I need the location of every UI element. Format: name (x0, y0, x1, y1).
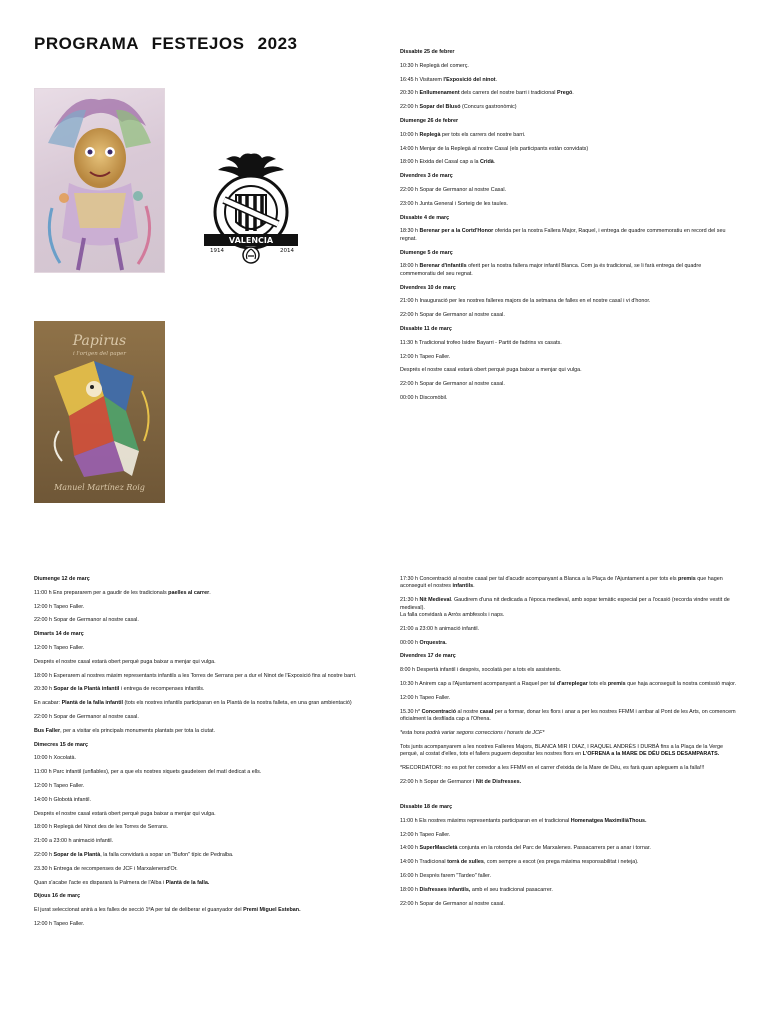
text-run: 14:00 h Menjar de la Replegà al nostre Casal (els participants estàn convidats) (400, 145, 589, 152)
schedule-item (400, 873, 738, 880)
text-run: 17:30 h Concentració al nostre casal per tal d'acudir acompanyant a Blanca a la Plaça de l'Ajuntament a per tots els (400, 576, 679, 582)
text-run: que hagen aconseguit el nostres (400, 576, 723, 590)
text-run: amb el seu tradicional pasacarrer. (470, 886, 553, 893)
text-run: 12:00 h Tapeo Faller. (34, 782, 85, 789)
schedule-item (34, 755, 372, 762)
day-heading: Divendres 17 de març (400, 653, 456, 660)
text-run: , la falla convidarà a sopar un "Bufon" típic de Pedralba. (100, 851, 234, 858)
text-run: 21:00 a 23:00 h animació infantil. (34, 838, 114, 845)
schedule-item (400, 381, 738, 388)
schedule-item (34, 659, 372, 666)
text-run: Quan s'acabe l'acte es dispararà la Palmera de l'Alba i (34, 879, 166, 886)
text-run: que haja aconseguit la nostra comissió major. (625, 681, 737, 687)
day-heading: Divendres 10 de març (400, 284, 456, 291)
highlight-text: Pregó (557, 90, 573, 97)
schedule-note (400, 730, 738, 737)
schedule-item (400, 681, 738, 688)
schedule-item (400, 576, 738, 591)
schedule-item (400, 201, 738, 208)
day-heading: Dissabte 4 de març (400, 214, 450, 221)
day-heading: Dimecres 15 de març (34, 741, 88, 748)
highlight-text: premis (607, 681, 626, 687)
text-run: . (495, 76, 498, 83)
book-author: Manuel Martínez Roig (54, 483, 145, 492)
schedule-item (400, 354, 738, 361)
text-run: 23:00 h Junta General i Sorteig de les taules. (400, 200, 508, 207)
schedule-item (400, 228, 738, 243)
schedule-item (400, 640, 738, 647)
schedule-item (400, 626, 738, 633)
text-run: conjunta en la rotonda del Parc de Marxalenes. Passacarrers per a anar i tornar. (457, 845, 651, 852)
schedule-item (400, 187, 738, 194)
highlight-text: Cridà (480, 159, 494, 166)
text-run: 22:00 h Sopar de Germanor al nostre casal. (400, 900, 505, 907)
schedule-item (34, 852, 372, 859)
highlight-text: Sopar del Blusó (419, 104, 461, 111)
schedule-item (34, 714, 372, 721)
schedule-item (400, 887, 738, 894)
text-run: . (572, 90, 574, 97)
text-run: Després el nostre casal estarà obert perquè puga baixar a menjar qui vulga. (400, 367, 582, 374)
schedule-item (400, 159, 738, 166)
schedule-item (34, 880, 372, 887)
text-run: *RECORDATORI: no es pot fer corredor a les FFMM en el carrer d'eixida de la Mare de Déu, es farà quan apleguem a la falla!!! (400, 764, 705, 771)
highlight-text: SuperMascletà (419, 845, 458, 852)
text-run: 20:30 h (400, 90, 420, 97)
book-title: Papirus (72, 333, 127, 349)
highlight-text: Orquestra. (419, 639, 447, 646)
text-run: 11:00 h Parc infantil (unflables), per a que els nostres xiquets gaudeixen del matí dedicat a ells. (34, 769, 262, 776)
text-run: 11:30 h Tradicional trofeo Isidre Bayarri - Partit de fadrins vs casats. (400, 339, 562, 346)
highlight-text: Plantà de la falla infantil (61, 700, 123, 707)
highlight-text: casal (479, 708, 494, 715)
schedule-item (400, 298, 738, 305)
schedule-item (34, 811, 372, 818)
bat-shield-icon (196, 150, 306, 265)
book-cover-poster (34, 321, 165, 503)
text-run: 16:45 h Visitarem (400, 76, 444, 83)
highlight-text: Homenatgea MaximiliàThous. (570, 817, 647, 824)
text-run: 18:00 h Esperarem al nostres màxim representants infantils a les Torres de Serrans per a dur el Ninot de l'Exposició fins al nostre barri. (34, 672, 357, 679)
text-run: En acabar: (34, 700, 62, 707)
text-run: 22:00 h Sopar de Germanor al nostre Casal. (400, 186, 507, 193)
highlight-text: Disfresses infantils, (419, 886, 471, 893)
schedule-item (34, 590, 372, 597)
text-run: 12:00 h Tapeo Faller. (400, 831, 451, 838)
text-run: 22:00 h Sopar de Germanor al nostre casal. (34, 713, 139, 720)
schedule-item (400, 779, 738, 786)
highlight-text: Berenar per a la Cortd'Honor (419, 228, 494, 235)
schedule-item (400, 859, 738, 866)
schedule-item (34, 797, 372, 804)
schedule-item (400, 146, 738, 153)
text-run: 16:00 h Després farem "Tardeo" faller. (400, 872, 492, 879)
text-run: 22:00 h h Sopar de Germanor i (400, 778, 476, 785)
schedule-column-bottom-left (34, 576, 372, 935)
text-run: 12:00 h Tapeo Faller. (34, 603, 85, 610)
schedule-item (400, 901, 738, 908)
day-heading: Diumenge 12 de març (34, 576, 90, 582)
highlight-text: Sopar de la Plantà (53, 851, 101, 858)
text-run: (Concurs gastronòmic) (460, 104, 517, 111)
text-run: 14:00 h (400, 845, 420, 852)
highlight-text: Sopar de la Plantà infantil (53, 686, 120, 693)
text-run: . (493, 159, 496, 166)
schedule-column-top-right (400, 49, 738, 409)
schedule-item (34, 700, 372, 707)
schedule-item (400, 695, 738, 702)
schedule-item (400, 832, 738, 839)
highlight-text: Berenar d'infantils (419, 263, 467, 270)
text-run: 21:30 h (400, 597, 420, 604)
schedule-column-bottom-right (400, 576, 738, 914)
day-heading: Dimarts 14 de març (34, 631, 84, 638)
schedule-item (34, 645, 372, 652)
text-run: 10:00 h (400, 131, 420, 138)
day-heading: Dijous 16 de març (34, 893, 81, 900)
text-run: , com sempre a escot (es prega màxima responsabilitat i neteja). (483, 859, 639, 866)
highlight-text: Replegà (419, 131, 441, 138)
text-run: . (473, 583, 475, 590)
schedule-item (400, 845, 738, 852)
text-run: 22:00 h Sopar de Germanor al nostre casal. (400, 312, 505, 319)
text-run: 12:00 h Tapeo Faller. (34, 920, 85, 927)
text-run: 18:00 h (400, 886, 420, 893)
text-run: Després el nostre casal estarà obert perquè puga baixar a menjar qui vulga. (34, 810, 216, 817)
highlight-text: d'arreplegar (556, 681, 588, 687)
page-title: PROGRAMA FESTEJOS 2023 (34, 34, 298, 53)
schedule-item (400, 744, 738, 759)
text-run: 12:00 h Tapeo Faller. (34, 644, 85, 651)
text-run: Tots junts acompanyarem a les nostres Falleres Majors, BLANCA MIR I DIAZ, I RAQUEL ANDRÉS I DURBÀ fins a la Plaça de la Verge perquè, al costat d'elles, tots el fallers puguem depositar les nostres flors en (400, 743, 724, 757)
schedule-item (34, 769, 372, 776)
text-run: 15.30 h* (400, 708, 422, 715)
schedule-item (400, 340, 738, 347)
text-run: 18:00 h Replegà del Ninot des de les Torres de Serrans. (34, 824, 169, 831)
schedule-item (400, 818, 738, 825)
highlight-text: infantils (452, 583, 474, 590)
schedule-item (400, 709, 738, 724)
highlight-text: L'OFRENA a la MARE DE DÉU DELS DESAMPARATS. (582, 751, 720, 757)
schedule-item (34, 907, 372, 914)
text-run: *esta hora podrà variar segons correccions i horaris de JCF* (400, 729, 545, 736)
logo-city: VALENCIA (228, 236, 274, 245)
day-heading: Diumenge 5 de març (400, 249, 453, 256)
text-run: . (209, 589, 211, 596)
highlight-text: Plantà de la falla. (165, 879, 210, 886)
text-run: La falla convidarà a Arròs ambfesols i naps. (400, 612, 505, 619)
highlight-text: Concentració (421, 708, 457, 715)
text-run: 10:30 h Replegà del comerç. (400, 62, 469, 69)
text-run: 22:00 h (34, 851, 54, 858)
text-run: oferida per la nostra Fallera Major, Raquel, i entrega de quadre commemoratiu en record del seu regnat. (400, 228, 726, 242)
text-run: 18:30 h (400, 228, 420, 235)
schedule-item (400, 263, 738, 278)
highlight-text: l'Exposició del ninot (443, 76, 496, 83)
text-run: 14:00 h Tradicional (400, 859, 448, 866)
schedule-item (34, 673, 372, 680)
schedule-item (34, 921, 372, 928)
text-run: 21:00 h Inauguració per les nostres falleres majors de la setmana de falles en el nostre casal i vi d'honor. (400, 298, 651, 305)
schedule-item (400, 312, 738, 319)
text-run: El jurat seleccionat anirà a les falles de secció 1ªA per tal de deliberar el guanyador del (34, 907, 244, 914)
highlight-text: torrà de xulles (447, 859, 484, 866)
logo-year-left: 1914 (210, 248, 224, 254)
highlight-text: Bus Faller (34, 727, 61, 734)
falla-character-drawing (34, 88, 165, 273)
schedule-item (34, 604, 372, 611)
schedule-item (34, 866, 372, 873)
schedule-item (400, 90, 738, 97)
day-heading: Dissabte 18 de març (400, 804, 453, 810)
schedule-item (400, 367, 738, 374)
text-run: 18:00 h Eixida del Casal cap a la (400, 159, 481, 166)
text-run: dels carrers del nostre barri i tradicional (459, 90, 557, 97)
schedule-item (400, 765, 738, 772)
schedule-item (400, 667, 738, 674)
text-run: 23.30 h Entrega de recompenses de JCF i Marxalenersd'Or. (34, 865, 178, 872)
text-run: 14:00 h Globotà infantil. (34, 796, 91, 803)
text-run: 22:00 h Sopar de Germanor al nostre casal. (400, 381, 505, 388)
logo-year-right: 2014 (280, 248, 294, 254)
text-run: 00:00 h Discomòbil. (400, 394, 448, 401)
text-run: 11:00 h Els nostres màxims representants participaran en el tradicional (400, 817, 571, 824)
text-run: . Gaudirem d'una nit dedicada a l'època medieval, amb sopar temàtic especial per a l'ocasió (recorda vindre vestit de medieval). (400, 597, 730, 611)
day-heading: Dissabte 25 de febrer (400, 49, 455, 55)
schedule-item (34, 686, 372, 693)
highlight-text: Enllumenament (419, 90, 460, 97)
highlight-text: paelles al carrer (168, 589, 210, 596)
day-heading: Diumenge 26 de febrer (400, 117, 459, 124)
text-run: per tots els carrers del nostre barri. (440, 131, 526, 138)
schedule-item (400, 77, 738, 84)
text-run: 12:00 h Tapeo Faller. (400, 694, 451, 701)
text-run: 10:00 h Xocolatà. (34, 755, 76, 762)
text-run: 00:00 h (400, 639, 420, 646)
day-heading: Dissabte 11 de març (400, 325, 452, 332)
text-run: , per a visitar els principals monuments plantats per tota la ciutat. (60, 727, 215, 734)
schedule-item (34, 824, 372, 831)
schedule-item (34, 783, 372, 790)
text-run: 22:00 h Sopar de Germanor al nostre casal. (34, 617, 139, 624)
schedule-item (400, 132, 738, 139)
text-run: per a formar, donar les flors i anar a per les nostres FFMM i arribar al Pont de les Arts, on comencem oficialment la desfilada cap a l'Ofrena. (400, 708, 736, 722)
schedule-item (400, 597, 738, 619)
text-run: i entrega de recompenses infantils. (119, 686, 205, 693)
text-run: 11:00 h Ens prepararem per a gaudir de les tradicionals (34, 589, 169, 596)
text-run: 10:30 h Anirem cap a l'Ajuntament acompanyant a Raquel per tal (400, 681, 557, 687)
text-run: 21:00 a 23:00 h animació infantil. (400, 625, 480, 632)
schedule-item (34, 838, 372, 845)
schedule-item (400, 395, 738, 402)
text-run: 8:00 h Despertà infantil i després, xocolatà per a tots els assistents. (400, 667, 562, 674)
falla-emblem-logo (196, 150, 306, 265)
schedule-item (400, 104, 738, 111)
text-run: Després el nostre casal estarà obert perquè puga baixar a menjar qui vulga. (34, 658, 216, 665)
book-subtitle: i l'origen del paper (72, 351, 127, 357)
text-run: oferit per la nostra fallera major infantil Blanca. Com ja és tradicional, se li farà entrega del quadre commemoratiu del seu regnat. (400, 263, 702, 277)
text-run: 20:30 h (34, 686, 54, 693)
text-run: 18:00 h (400, 263, 420, 270)
highlight-text: premis (678, 576, 696, 582)
schedule-item (34, 617, 372, 624)
text-run: tots els (587, 681, 608, 687)
falla-poster-illustration (34, 88, 165, 273)
highlight-text: Premi Miguel Esteban. (243, 907, 301, 914)
text-run: al nostre (456, 708, 480, 715)
text-run: 12:00 h Tapeo Faller. (400, 353, 451, 360)
text-run: 22:00 h (400, 104, 420, 111)
text-run: (tots els nostres infantils participaran en la Plantà de la nostra falleta, en una gran ambientació) (123, 700, 352, 707)
day-heading: Divendres 3 de març (400, 173, 453, 180)
highlight-text: Nit Medieval (419, 597, 451, 604)
highlight-text: Nit de Disfresses. (475, 778, 522, 785)
schedule-item (34, 728, 372, 735)
schedule-item (400, 63, 738, 70)
